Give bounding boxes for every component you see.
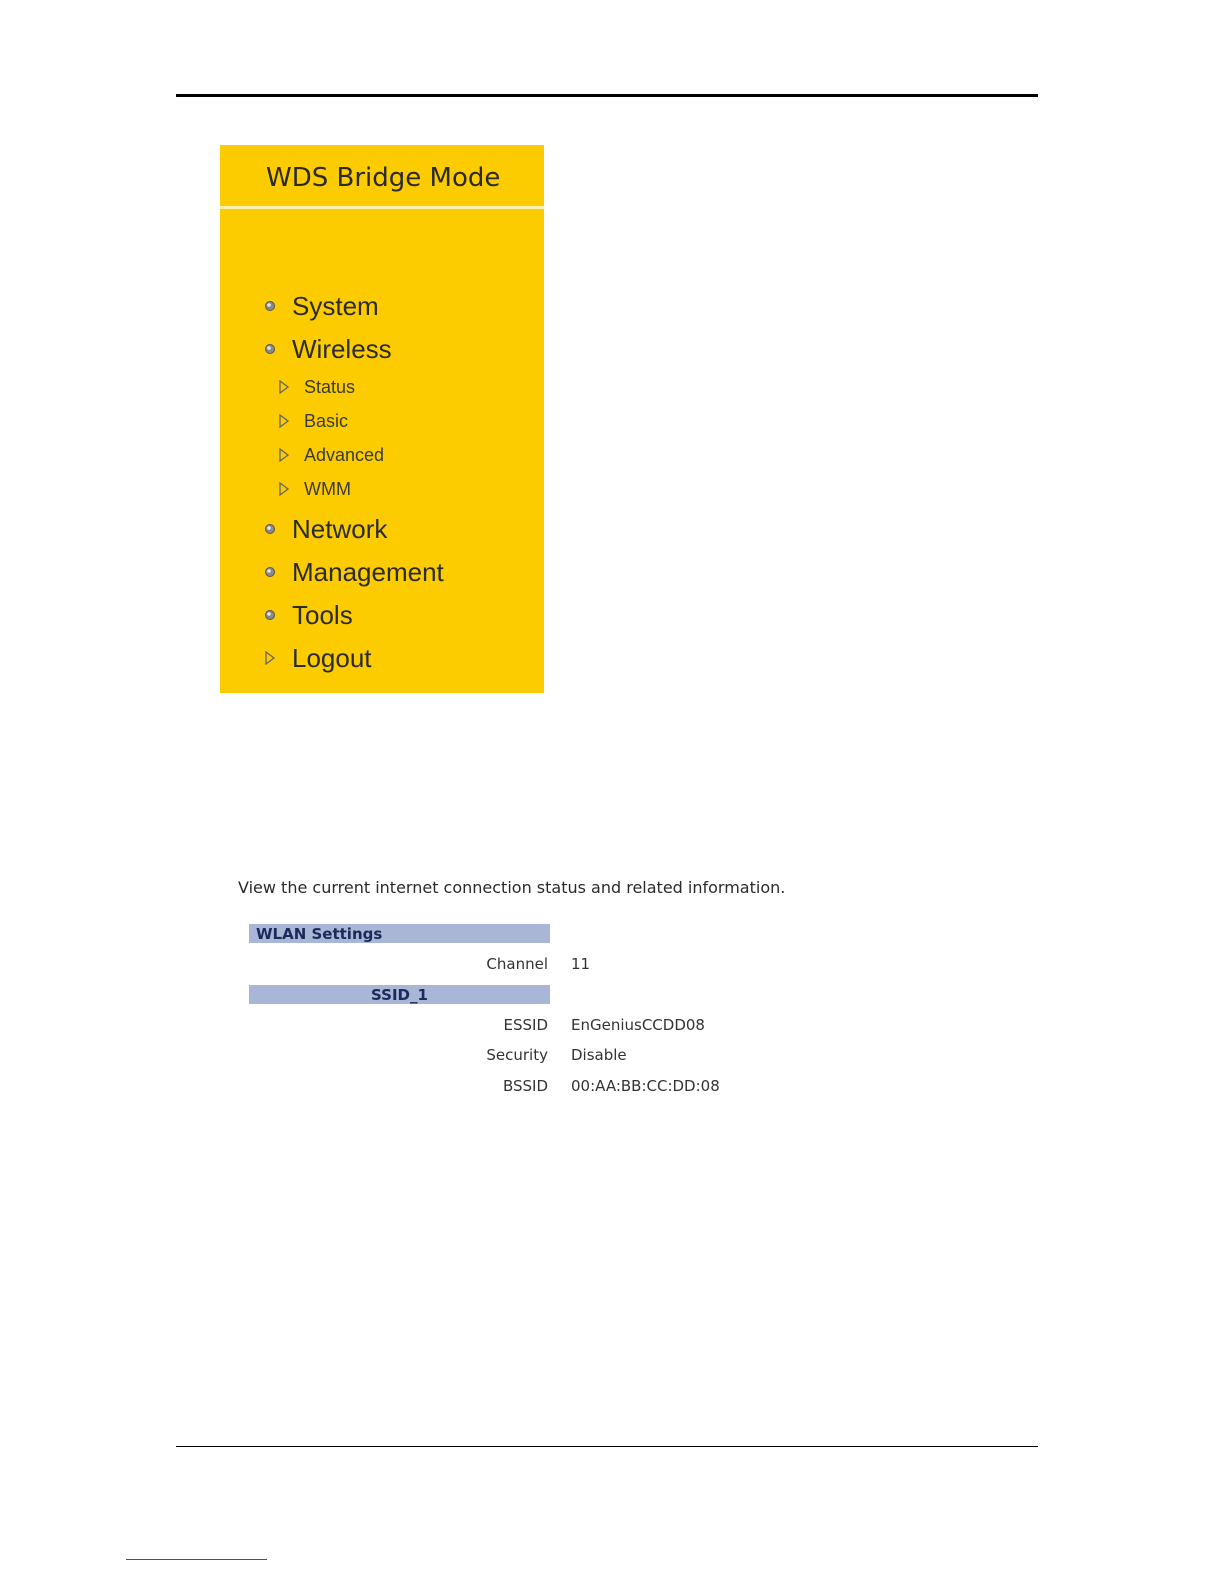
status-intro-text: View the current internet connection status and related information.: [238, 878, 786, 897]
menu-item-label: Network: [292, 513, 388, 544]
ssid-header: [249, 985, 550, 1004]
submenu-item-wmm[interactable]: [278, 476, 351, 502]
essid-label: ESSID: [503, 1016, 548, 1034]
menu-item-system[interactable]: [264, 288, 379, 324]
menu-item-management[interactable]: [264, 554, 444, 590]
arrow-right-icon: [278, 414, 290, 428]
menu-title: WDS Bridge Mode: [266, 163, 501, 193]
menu-item-network[interactable]: [264, 511, 387, 547]
submenu-item-label: Advanced: [304, 444, 385, 465]
footer-link-underline[interactable]: [126, 1559, 267, 1560]
bullet-icon: [264, 566, 276, 578]
menu-item-label: Wireless: [292, 333, 392, 364]
menu-list: [220, 145, 544, 693]
arrow-right-icon: [278, 380, 290, 394]
page-top-rule: [176, 94, 1038, 97]
arrow-right-icon: [278, 448, 290, 462]
submenu-item-advanced[interactable]: [278, 442, 384, 468]
wlan-settings-header: [249, 924, 550, 943]
page-bottom-rule: [176, 1446, 1038, 1447]
submenu-item-label: WMM: [304, 478, 351, 499]
security-label: Security: [486, 1046, 548, 1064]
channel-value: 11: [571, 955, 591, 973]
arrow-right-icon: [278, 482, 290, 496]
submenu-item-label: Status: [304, 376, 356, 397]
submenu-item-basic[interactable]: [278, 408, 348, 434]
bullet-icon: [264, 523, 276, 535]
essid-value: EnGeniusCCDD08: [571, 1016, 705, 1034]
bullet-icon: [264, 609, 276, 621]
ssid-title: SSID_1: [371, 986, 428, 1004]
security-value: Disable: [571, 1046, 627, 1064]
bullet-icon: [264, 343, 276, 355]
navigation-menu: [220, 145, 544, 693]
bullet-icon: [264, 300, 276, 312]
menu-item-label: System: [292, 290, 379, 321]
menu-item-label: Tools: [292, 599, 353, 630]
bssid-value: 00:AA:BB:CC:DD:08: [571, 1077, 720, 1095]
menu-item-tools[interactable]: [264, 597, 353, 633]
channel-label: Channel: [486, 955, 548, 973]
submenu-item-status[interactable]: [278, 374, 355, 400]
menu-item-wireless[interactable]: [264, 331, 392, 367]
menu-item-label: Logout: [292, 642, 372, 673]
arrow-right-icon: [264, 651, 276, 665]
submenu-item-label: Basic: [304, 410, 349, 431]
bssid-label: BSSID: [502, 1077, 548, 1095]
wlan-settings-title: WLAN Settings: [256, 925, 383, 943]
menu-item-label: Management: [292, 556, 444, 587]
menu-item-logout[interactable]: [264, 640, 372, 676]
